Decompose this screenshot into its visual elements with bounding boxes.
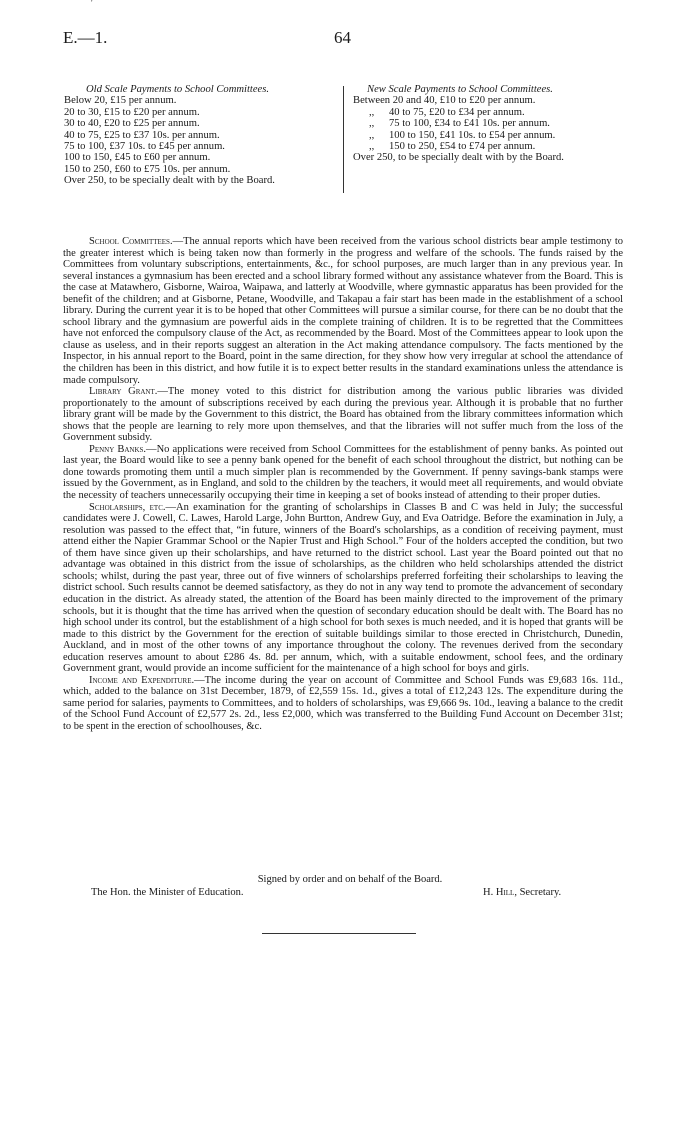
old-scale-row: Over 250, to be specially dealt with by the Board. <box>64 175 275 187</box>
old-scale-title: Old Scale Payments to School Committees. <box>86 84 270 95</box>
new-scale-row <box>353 130 643 141</box>
paragraph-library-grant <box>63 386 623 444</box>
new-scale-row-text: 100 to 150, £41 10s. to £54 per annum. <box>389 129 556 141</box>
old-scale-row: 20 to 30, £15 to £20 per annum. <box>64 106 200 118</box>
new-scale-row <box>353 107 643 118</box>
new-scale-title: New Scale Payments to School Committees. <box>367 84 553 95</box>
old-scale-row: Below 20, £15 per annum. <box>64 95 177 107</box>
section-heading: Scholarships, etc.— <box>89 501 176 513</box>
new-scale-row: Over 250, to be specially dealt with by the Board. <box>353 152 564 164</box>
new-scale-row-text: 150 to 250, £54 to £74 per annum. <box>389 141 536 153</box>
old-scale-column <box>64 84 336 187</box>
paragraph-scholarships <box>63 502 623 675</box>
section-heading: Penny Banks.— <box>89 443 157 455</box>
section-heading: Library Grant.— <box>89 386 168 398</box>
signature-line: Signed by order and on behalf of the Board. <box>257 874 443 885</box>
paragraph-text: No applications were received from School Committees for the establishment of penny banks. As pointed out last year, the Board would like to see a penny bank opened for the benefit of each school throughout the district, but nothing can be done towards promoting them until a much simpler plan is recommended by the Government. If penny savings-bank stamps were issued by the Government, as in England, and sold to the children by the teachers, it would meet all requirements, and would obviate the necessity of teachers unnecessarily occupying their time in keeping a set of books instead of attending to their proper duties. <box>63 443 623 502</box>
paragraph-income-expenditure <box>63 675 623 733</box>
addressee: The Hon. the Minister of Education. <box>91 887 244 898</box>
signatory-name: H. Hill <box>483 887 515 898</box>
paragraph-school-committees <box>63 236 623 386</box>
ditto-mark: ,, <box>369 106 375 118</box>
new-scale-column <box>353 84 643 164</box>
paragraph-text: The money voted to this district for distribution among the various public libraries was divided proportionately to the amount of subscriptions received by each during the previous year. Although it is probable that no further library grant will be made by the Government to this district, the Board has obtained from the library committees information which shows that the people are learning to rely more upon themselves, and that the libraries will not suffer much from the loss of the Government subsidy. <box>63 386 623 444</box>
corner-mark: ' <box>91 0 93 8</box>
report-body <box>63 236 623 733</box>
section-heading: Income and Expenditure.— <box>89 674 205 686</box>
ditto-mark: ,, <box>369 129 375 141</box>
section-heading: School Committees.— <box>89 236 184 247</box>
old-scale-row: 40 to 75, £25 to £37 10s. per annum. <box>64 129 220 141</box>
ditto-mark: ,, <box>369 118 375 130</box>
ditto-mark: ,, <box>369 141 375 153</box>
document-reference: E.—1. <box>63 28 108 47</box>
new-scale-row: Between 20 and 40, £10 to £20 per annum. <box>353 95 536 107</box>
old-scale-row: 75 to 100, £37 10s. to £45 per annum. <box>64 141 225 153</box>
closing-rule <box>262 933 416 934</box>
signatory-title: , Secretary. <box>514 887 562 898</box>
new-scale-row-text: 40 to 75, £20 to £34 per annum. <box>389 106 525 118</box>
old-scale-row: 100 to 150, £45 to £60 per annum. <box>64 152 211 164</box>
old-scale-row: 150 to 250, £60 to £75 10s. per annum. <box>64 163 231 175</box>
paragraph-text: The income during the year on account of Committee and School Funds was £9,683 16s. 11d., which, added to the balance on 31st December, 1879, of £2,559 15s. 1d., gives a total of £12,243 12s. The expenditure during the same period for salaries, payments to Committees, and to holders of scholarships, was £9,666 9s. 10d., leaving a balance to the credit of the School Fund Account of £2,577 2s. 2d., less £2,000, which was transferred to the Building Fund Account on December 31st; to be spent in the erection of schoolhouses, &c. <box>63 674 623 732</box>
new-scale-row-text: 75 to 100, £34 to £41 10s. per annum. <box>389 118 550 130</box>
new-scale-row <box>353 118 643 129</box>
paragraph-text: An examination for the granting of scholarships in Classes B and C was held in July; the successful candidates were J. Cowell, C. Lawes, Harold Large, John Burtton, Andrew Guy, and Eva Oatridge. Before the examination in July, a resolution was passed to the effect that, “in future, winners of the Board's scholarships, as a condition of receiving payment, must attend either the Napier Grammar School or the Napier Trust and High School.” Four of the holders accepted the condition, but two of them have since given up their scholarships, and have returned to the district school. Last year the Board pointed out that no advantage was obtained in this district from the issue of scholarships, as the children who held scholarships attended the district schools; whilst, during the past year, three out of five winners of scholarships preferred forfeiting their scholarships to leaving the district school. Such results cannot be deemed satisfactory, as they do not in any way tend to promote the advancement of secondary education in the district. As already stated, the attention of the Board has been mainly directed to the improvement of the primary schools, but it is thought that the time has arrived when the question of secondary education should be dealt with. The Board has no high school under its control, but the establishment of a high school for both sexes is much needed, and it is hoped that grants will be made to this district by the Government for the erection of suitable buildings similar to those erected in Christchurch, Dunedin, Auckland, and in most of the other towns of any importance throughout the colony. The revenues derived from the secondary education reserves amount to about £286 4s. 8d. per annum, which, with a suitable endowment, school fees, and the ordinary Government grant, would provide an income sufficient for the maintenance of a high school for boys and girls. <box>63 501 624 675</box>
page-number: 64 <box>334 28 351 47</box>
paragraph-penny-banks <box>63 444 623 502</box>
new-scale-row <box>353 141 643 152</box>
paragraph-text: The annual reports which have been received from the various school districts bear ample testimony to the greater interest which is being taken now than formerly in the progress and welfare of the schools. The funds raised by the Committees from voluntary subscriptions, entertainments, &c., for school purposes, are much larger than in any previous year. In several instances a gymnasium has been erected and a school library formed without any assistance whatever from the Board. This is the case at Matawhero, Gisborne, Wairoa, Waipawa, and latterly at Woodville, where gymnastic apparatus has been provided for the benefit of the children; and at Gisborne, Petane, Woodville, and Takapau a fair start has been made in the establishment of a school library. During the current year it is to be hoped that other Committees will pursue a similar course, for there can be no doubt that the school library and the gymnasium are powerful aids in the complete training of children. It is to be regretted that the Committees have not enforced the compulsory clause of the Act, as recommended by the Board. Most of the Committees appear to look upon the clause as useless, and in their reports suggest an alteration in the Act making attendance compulsory. The facts mentioned by the Inspector, in his annual report to the Board, point in the same direction, for they show how very irregular at school the attendance of the children has been in this district, and how futile it is to expect better results in the standard examinations unless the attendance is made compulsory. <box>63 236 623 386</box>
column-divider <box>343 86 344 193</box>
signatory <box>483 887 561 898</box>
old-scale-row: 30 to 40, £20 to £25 per annum. <box>64 118 200 130</box>
